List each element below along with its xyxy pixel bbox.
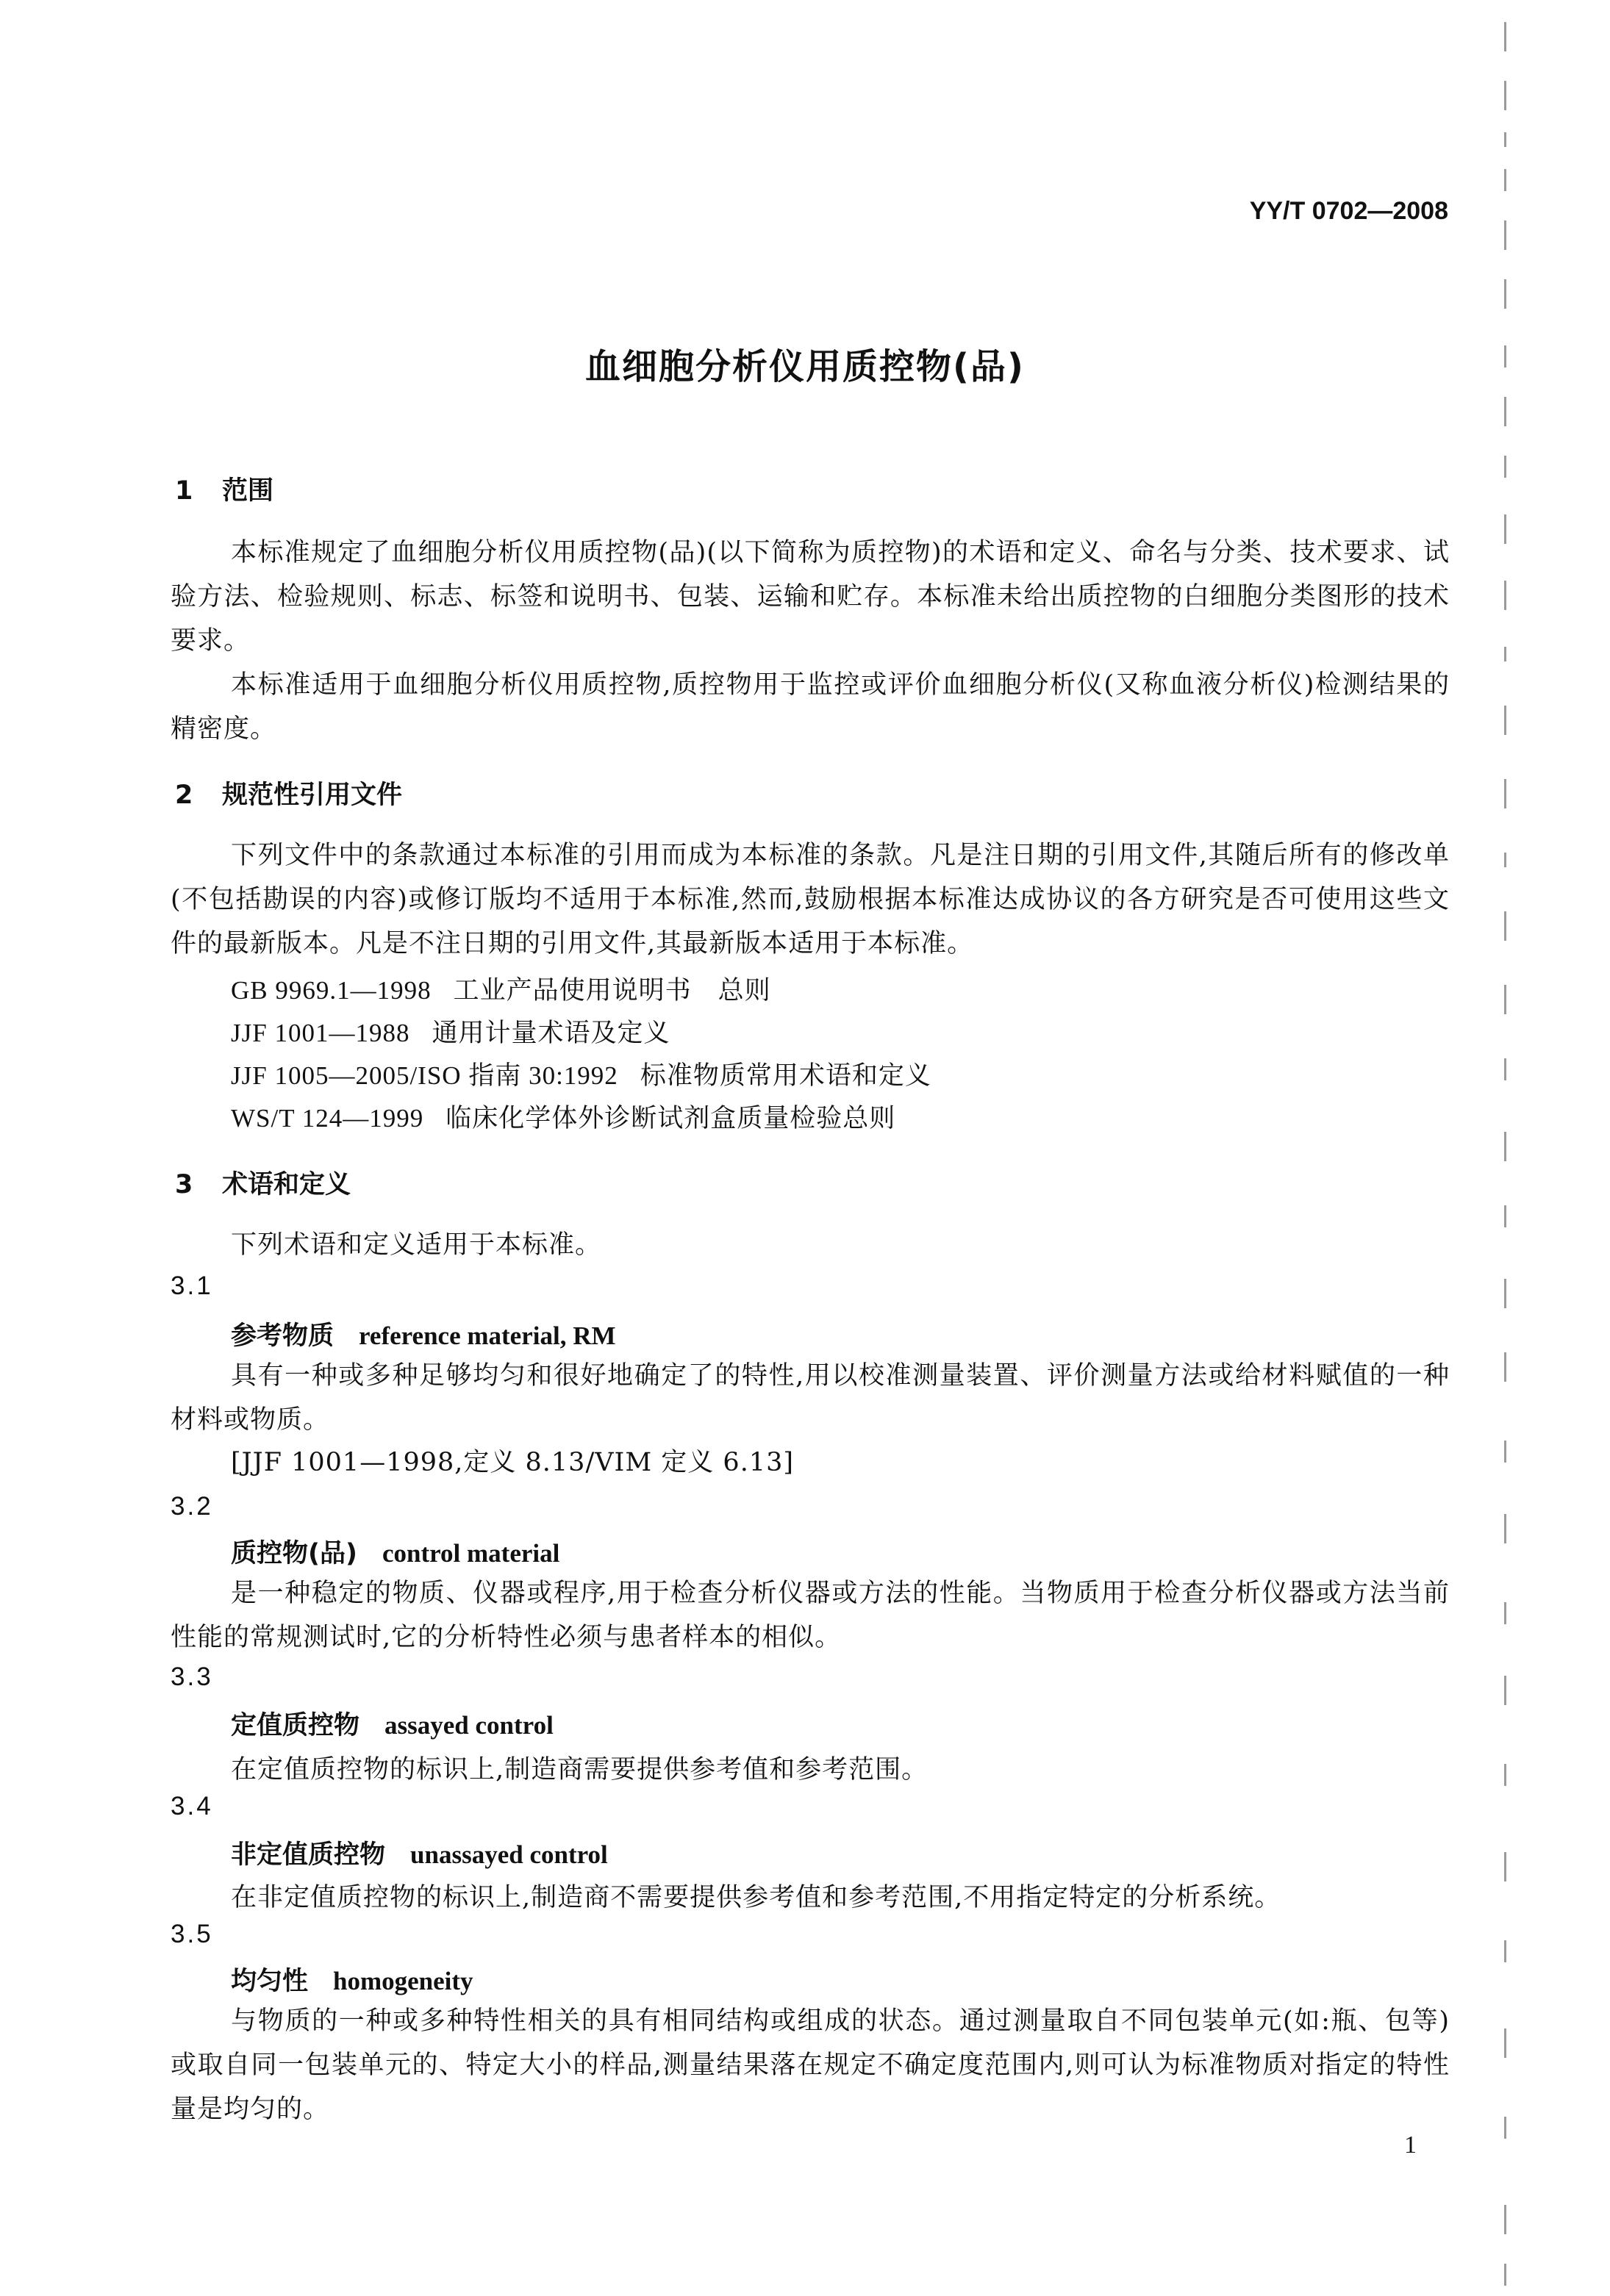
scan-edge-segment [1504,2028,1506,2058]
clause-number: 3.4 [171,1792,213,1820]
scan-edge-segment [1504,647,1506,661]
scan-edge-segment [1504,2205,1506,2234]
section-2-paragraph: 下列文件中的条款通过本标准的引用而成为本标准的条款。凡是注日期的引用文件,其随后所有的修改单(不包括勘误的内容)或修订版均不适用于本标准,然而,鼓励根据本标准达成协议的各方研究是否可使用这些文件的最新版本。凡是不注日期的引用文件,其最新版本适用于本标准。 [171,841,1450,958]
scan-edge-segment [1504,1852,1506,1881]
scan-edge-segment [1504,1279,1506,1308]
scan-edge-segment [1504,169,1506,191]
term-definition: 在非定值质控物的标识上,制造商不需要提供参考值和参考范围,不用指定特定的分析系统。 [231,1883,1281,1912]
term-definition: 是一种稳定的物质、仪器或程序,用于检查分析仪器或方法的性能。当物质用于检查分析仪器或方法当前性能的常规测试时,它的分析特性必须与患者样本的相似。 [171,1579,1450,1652]
scan-edge-segment [1504,514,1506,544]
scan-edge-segment [1504,1205,1506,1227]
term-english: control material [382,1539,560,1568]
term-source: [JJF 1001—1998,定义 8.13/VIM 定义 6.13] [231,1448,795,1477]
section-3-heading [175,1164,351,1201]
reference-code: JJF 1005—2005/ISO 指南 30:1992 [231,1061,618,1090]
scan-edge-segment [1504,1441,1506,1463]
clause-number: 3.3 [171,1662,213,1691]
scan-edge-segment [1504,985,1506,1014]
clause-number: 3.2 [171,1492,213,1521]
scan-edge-segment [1504,1132,1506,1161]
scan-edge-segment [1504,397,1506,426]
scan-edge-segment [1504,779,1506,808]
scan-edge-segment [1504,132,1506,147]
section-title: 规范性引用文件 [222,781,403,810]
section-title: 范围 [222,476,274,506]
term-heading [231,1705,554,1742]
section-2-heading [175,775,402,811]
term-chinese: 非定值质控物 [231,1840,386,1870]
reference-code: JJF 1001—1988 [231,1019,410,1047]
reference-title: 通用计量术语及定义 [432,1019,670,1048]
term-definition: 在定值质控物的标识上,制造商需要提供参考值和参考范围。 [231,1755,929,1784]
scan-edge-segment [1504,81,1506,110]
term-heading [231,1961,473,1998]
page-number: 1 [1404,2131,1417,2159]
term-heading [231,1834,608,1871]
section-number: 3 [175,1170,193,1199]
normative-reference-item [231,1098,895,1135]
term-chinese: 定值质控物 [231,1711,360,1740]
normative-reference-item [231,970,771,1007]
clause-number: 3.5 [171,1920,213,1948]
section-number: 1 [175,476,193,506]
scan-edge-segment [1504,1602,1506,1624]
term-chinese: 均匀性 [231,1967,309,1996]
section-1-heading [175,470,273,507]
reference-title: 工业产品使用说明书 总则 [453,976,771,1005]
scan-edge-segment [1504,1058,1506,1080]
scan-edge-segment [1504,853,1506,867]
reference-code: GB 9969.1—1998 [231,976,432,1005]
normative-reference-item [231,1013,670,1050]
scan-edge-segment [1504,706,1506,735]
scan-edge-segment [1504,581,1506,610]
reference-code: WS/T 124—1999 [231,1104,424,1133]
scan-edge-segment [1504,279,1506,309]
scan-edge-segment [1504,911,1506,941]
scan-edge-segment [1504,1764,1506,1786]
scan-edge-segment [1504,456,1506,478]
term-heading [231,1316,616,1352]
term-english: unassayed control [410,1840,608,1869]
term-heading [231,1533,559,1570]
normative-reference-item [231,1055,931,1092]
term-chinese: 参考物质 [231,1321,334,1351]
term-definition: 与物质的一种或多种特性相关的具有相同结构或组成的状态。通过测量取自不同包装单元(如:瓶、包等)或取自同一包装单元的、特定大小的样品,测量结果落在规定不确定度范围内,则可认为标准物质对指定的特性量是均匀的。 [171,2006,1450,2124]
section-title: 术语和定义 [222,1170,351,1199]
scan-edge-segment [1504,22,1506,51]
scan-edge-segment [1504,2117,1506,2139]
section-3-intro: 下列术语和定义适用于本标准。 [231,1230,602,1260]
scan-edge-segment [1504,1352,1506,1382]
term-chinese: 质控物(品) [231,1539,357,1568]
scan-edge-segment [1504,2264,1506,2286]
term-english: reference material, RM [359,1321,616,1350]
scan-edge-segment [1504,1940,1506,1962]
section-1-paragraph-1: 本标准规定了血细胞分析仪用质控物(品)(以下简称为质控物)的术语和定义、命名与分类、技术要求、试验方法、检验规则、标志、标签和说明书、包装、运输和贮存。本标准未给出质控物的白细胞分类图形的技术要求。 [171,538,1450,656]
clause-number: 3.1 [171,1271,213,1300]
reference-title: 临床化学体外诊断试剂盒质量检验总则 [446,1104,896,1133]
term-definition: 具有一种或多种足够均匀和很好地确定了的特性,用以校准测量装置、评价测量方法或给材料赋值的一种材料或物质。 [171,1361,1450,1435]
document-title: 血细胞分析仪用质控物(品) [585,346,1025,387]
scan-edge-segment [1504,220,1506,250]
term-english: homogeneity [333,1967,473,1995]
scan-edge-segment [1504,1514,1506,1543]
reference-title: 标准物质常用术语和定义 [640,1061,931,1091]
section-1-paragraph-2: 本标准适用于血细胞分析仪用质控物,质控物用于监控或评价血细胞分析仪(又称血液分析仪)检测结果的精密度。 [171,670,1450,744]
term-english: assayed control [384,1711,554,1740]
scan-edge-segment [1504,1676,1506,1705]
section-number: 2 [175,781,193,810]
document-number: YY/T 0702—2008 [1249,197,1448,225]
